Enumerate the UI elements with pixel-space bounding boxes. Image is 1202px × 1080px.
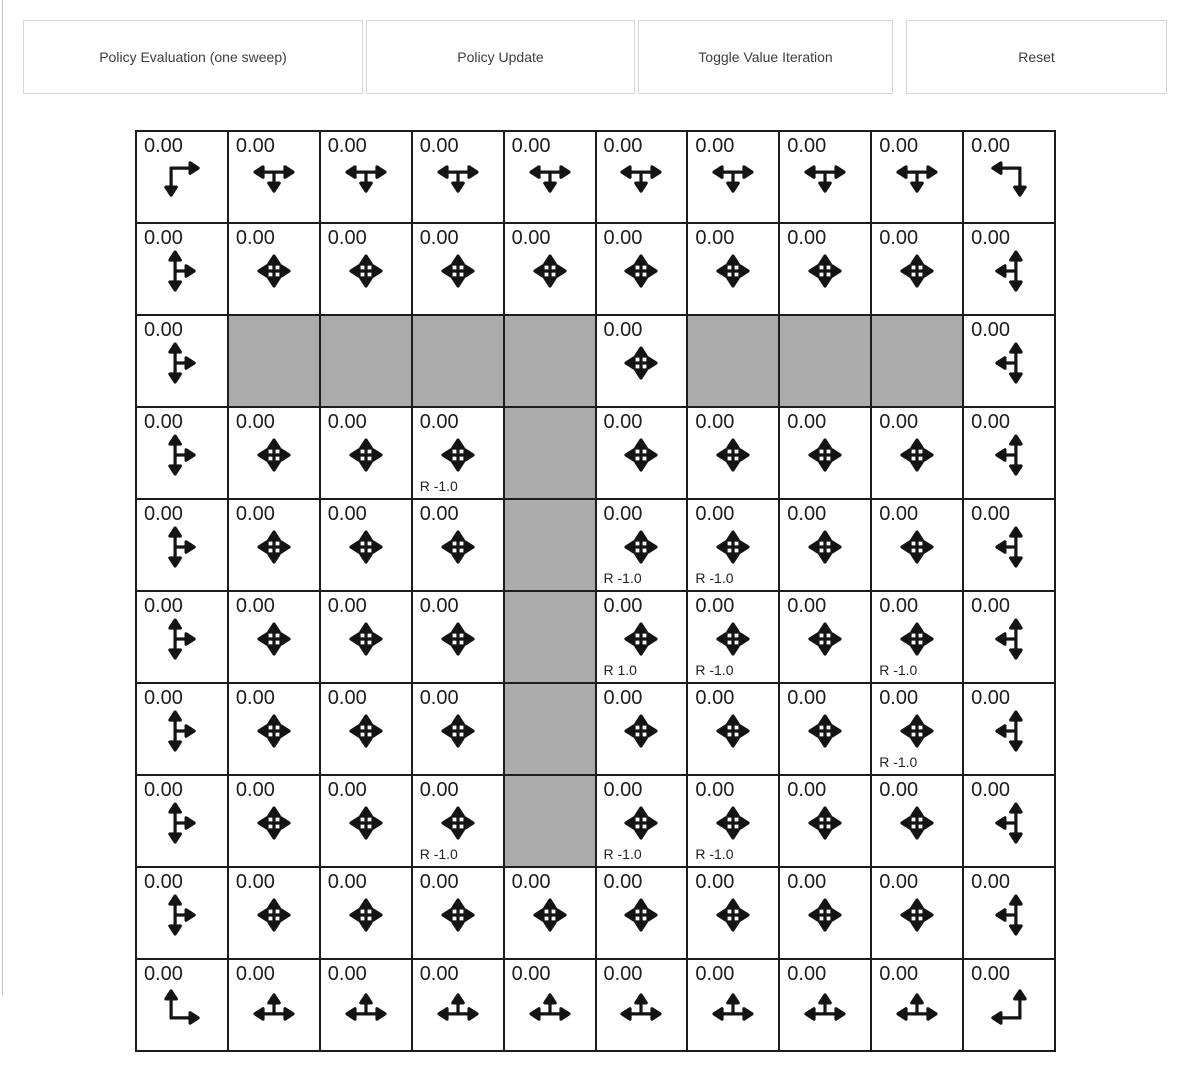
cell-value: 0.00 <box>327 227 367 249</box>
policy-arrows-icon <box>705 979 761 1035</box>
grid-cell[interactable] <box>688 684 778 774</box>
cell-value: 0.00 <box>603 595 643 617</box>
policy-update-button[interactable]: Policy Update <box>366 20 635 94</box>
policy-arrows-icon <box>705 703 761 759</box>
cell-value: 0.00 <box>419 503 459 525</box>
wall-cell[interactable] <box>505 408 595 498</box>
cell-value: 0.00 <box>511 227 551 249</box>
cell-value: 0.00 <box>144 227 183 249</box>
grid-cell[interactable] <box>597 960 687 1050</box>
grid-cell[interactable] <box>964 316 1054 406</box>
wall-cell[interactable] <box>505 316 595 406</box>
grid-cell[interactable] <box>229 408 319 498</box>
grid-cell[interactable] <box>137 960 227 1050</box>
grid-cell[interactable] <box>964 684 1054 774</box>
grid-cell[interactable] <box>137 132 227 222</box>
grid-cell[interactable] <box>964 592 1054 682</box>
cell-value: 0.00 <box>971 227 1011 249</box>
grid-cell[interactable] <box>413 592 503 682</box>
policy-evaluation-button[interactable]: Policy Evaluation (one sweep) <box>23 20 363 94</box>
reset-button[interactable]: Reset <box>906 20 1167 94</box>
policy-arrows-icon <box>981 335 1037 391</box>
grid-cell[interactable] <box>872 408 962 498</box>
policy-arrows-icon <box>797 795 853 851</box>
policy-arrows-icon <box>797 887 853 943</box>
cell-value: 0.00 <box>603 871 643 893</box>
cell-value: 0.00 <box>879 503 919 525</box>
grid-cell[interactable] <box>137 684 227 774</box>
grid-cell[interactable] <box>137 776 227 866</box>
cell-value: 0.00 <box>419 963 459 985</box>
cell-value: 0.00 <box>787 687 827 709</box>
policy-arrows-icon <box>613 887 669 943</box>
wall-cell[interactable] <box>505 684 595 774</box>
cell-value: 0.00 <box>879 871 919 893</box>
cell-value: 0.00 <box>787 411 827 433</box>
grid-cell[interactable] <box>321 776 411 866</box>
grid-cell[interactable] <box>229 592 319 682</box>
policy-arrows-icon <box>613 151 669 207</box>
wall-cell[interactable] <box>872 316 962 406</box>
cell-value: 0.00 <box>419 411 459 433</box>
policy-arrows-icon <box>430 427 486 483</box>
policy-arrows-icon <box>430 979 486 1035</box>
wall-cell[interactable] <box>229 316 319 406</box>
policy-arrows-icon <box>154 887 210 943</box>
grid-cell[interactable] <box>780 408 870 498</box>
cell-value: 0.00 <box>235 871 275 893</box>
grid-cell[interactable] <box>688 592 778 682</box>
grid-cell[interactable] <box>780 592 870 682</box>
grid-cell[interactable] <box>688 500 778 590</box>
grid-cell[interactable] <box>505 132 595 222</box>
cell-value: 0.00 <box>144 135 183 157</box>
grid-cell[interactable] <box>688 408 778 498</box>
grid-cell[interactable] <box>413 500 503 590</box>
grid-cell[interactable] <box>688 776 778 866</box>
grid-cell[interactable] <box>780 868 870 958</box>
grid-cell[interactable] <box>321 500 411 590</box>
policy-arrows-icon <box>430 795 486 851</box>
cell-reward: R -1.0 <box>695 662 734 678</box>
grid-cell[interactable] <box>780 776 870 866</box>
cell-value: 0.00 <box>879 687 919 709</box>
policy-arrows-icon <box>981 243 1037 299</box>
cell-value: 0.00 <box>971 687 1011 709</box>
grid-cell[interactable] <box>229 776 319 866</box>
policy-arrows-icon <box>705 611 761 667</box>
grid-cell[interactable] <box>872 868 962 958</box>
cell-value: 0.00 <box>971 503 1011 525</box>
cell-value: 0.00 <box>419 687 459 709</box>
policy-arrows-icon <box>246 795 302 851</box>
cell-value: 0.00 <box>695 779 735 801</box>
cell-value: 0.00 <box>787 595 827 617</box>
grid-cell[interactable] <box>505 224 595 314</box>
grid-cell[interactable] <box>321 224 411 314</box>
grid-cell[interactable] <box>321 408 411 498</box>
cell-value: 0.00 <box>879 963 919 985</box>
cell-value: 0.00 <box>695 595 735 617</box>
cell-value: 0.00 <box>327 135 367 157</box>
grid-cell[interactable] <box>229 960 319 1050</box>
cell-value: 0.00 <box>787 135 827 157</box>
grid-cell[interactable] <box>872 132 962 222</box>
grid-cell[interactable] <box>872 224 962 314</box>
cell-value: 0.00 <box>695 963 735 985</box>
cell-value: 0.00 <box>787 963 827 985</box>
grid-cell[interactable] <box>229 684 319 774</box>
grid-cell[interactable] <box>413 224 503 314</box>
cell-value: 0.00 <box>144 411 183 433</box>
grid-cell[interactable] <box>413 132 503 222</box>
cell-value: 0.00 <box>603 135 643 157</box>
grid-cell[interactable] <box>137 224 227 314</box>
cell-reward: R -1.0 <box>603 570 642 586</box>
wall-cell[interactable] <box>780 316 870 406</box>
grid-cell[interactable] <box>597 776 687 866</box>
policy-arrows-icon <box>981 703 1037 759</box>
grid-cell[interactable] <box>597 684 687 774</box>
cell-reward: R -1.0 <box>695 570 734 586</box>
policy-arrows-icon <box>430 519 486 575</box>
cell-reward: R -1.0 <box>603 846 642 862</box>
cell-value: 0.00 <box>419 779 459 801</box>
policy-arrows-icon <box>154 795 210 851</box>
policy-arrows-icon <box>430 887 486 943</box>
policy-arrows-icon <box>154 427 210 483</box>
cell-value: 0.00 <box>787 503 827 525</box>
cell-value: 0.00 <box>879 227 919 249</box>
grid-cell[interactable] <box>872 500 962 590</box>
wall-cell[interactable] <box>688 316 778 406</box>
policy-arrows-icon <box>705 243 761 299</box>
policy-arrows-icon <box>797 151 853 207</box>
cell-value: 0.00 <box>419 135 459 157</box>
policy-arrows-icon <box>338 611 394 667</box>
policy-arrows-icon <box>246 151 302 207</box>
cell-value: 0.00 <box>235 687 275 709</box>
grid-cell[interactable] <box>137 316 227 406</box>
grid-cell[interactable] <box>780 960 870 1050</box>
cell-reward: R -1.0 <box>419 846 458 862</box>
wall-cell[interactable] <box>505 500 595 590</box>
policy-arrows-icon <box>705 887 761 943</box>
grid-cell[interactable] <box>505 960 595 1050</box>
policy-arrows-icon <box>338 151 394 207</box>
policy-arrows-icon <box>246 703 302 759</box>
cell-value: 0.00 <box>235 595 275 617</box>
grid-cell[interactable] <box>872 960 962 1050</box>
grid-cell[interactable] <box>688 868 778 958</box>
policy-arrows-icon <box>154 703 210 759</box>
policy-arrows-icon <box>430 611 486 667</box>
cell-value: 0.00 <box>695 227 735 249</box>
grid-cell[interactable] <box>964 132 1054 222</box>
policy-arrows-icon <box>154 611 210 667</box>
policy-arrows-icon <box>981 887 1037 943</box>
grid-cell[interactable] <box>413 868 503 958</box>
policy-arrows-icon <box>889 519 945 575</box>
policy-arrows-icon <box>338 979 394 1035</box>
cell-value: 0.00 <box>971 963 1011 985</box>
policy-arrows-icon <box>889 151 945 207</box>
policy-arrows-icon <box>246 519 302 575</box>
policy-arrows-icon <box>338 703 394 759</box>
cell-value: 0.00 <box>327 963 367 985</box>
grid-cell[interactable] <box>597 408 687 498</box>
policy-arrows-icon <box>889 979 945 1035</box>
policy-arrows-icon <box>889 795 945 851</box>
policy-arrows-icon <box>613 335 669 391</box>
grid-cell[interactable] <box>964 868 1054 958</box>
grid-cell[interactable] <box>229 500 319 590</box>
cell-value: 0.00 <box>327 687 367 709</box>
policy-arrows-icon <box>154 979 210 1035</box>
wall-cell[interactable] <box>413 316 503 406</box>
cell-value: 0.00 <box>695 687 735 709</box>
cell-value: 0.00 <box>144 687 183 709</box>
grid-cell[interactable] <box>688 960 778 1050</box>
policy-arrows-icon <box>613 703 669 759</box>
policy-arrows-icon <box>246 611 302 667</box>
cell-reward: R -1.0 <box>879 662 918 678</box>
cell-value: 0.00 <box>603 319 643 341</box>
policy-arrows-icon <box>338 427 394 483</box>
cell-value: 0.00 <box>603 687 643 709</box>
toggle-value-iteration-button[interactable]: Toggle Value Iteration <box>638 20 893 94</box>
grid-cell[interactable] <box>780 132 870 222</box>
grid-cell[interactable] <box>321 684 411 774</box>
cell-value: 0.00 <box>235 503 275 525</box>
cell-value: 0.00 <box>144 871 183 893</box>
cell-value: 0.00 <box>144 319 183 341</box>
policy-arrows-icon <box>613 979 669 1035</box>
policy-arrows-icon <box>797 243 853 299</box>
policy-arrows-icon <box>797 519 853 575</box>
cell-value: 0.00 <box>879 595 919 617</box>
cell-value: 0.00 <box>511 871 551 893</box>
grid-cell[interactable] <box>137 592 227 682</box>
grid-cell[interactable] <box>413 960 503 1050</box>
cell-value: 0.00 <box>511 963 551 985</box>
policy-arrows-icon <box>889 611 945 667</box>
policy-arrows-icon <box>338 243 394 299</box>
policy-arrows-icon <box>246 887 302 943</box>
grid-cell[interactable] <box>505 868 595 958</box>
grid-cell[interactable] <box>597 500 687 590</box>
cell-value: 0.00 <box>419 595 459 617</box>
policy-arrows-icon <box>613 519 669 575</box>
grid-cell[interactable] <box>321 592 411 682</box>
policy-arrows-icon <box>889 427 945 483</box>
cell-value: 0.00 <box>695 871 735 893</box>
grid-cell[interactable] <box>137 500 227 590</box>
policy-arrows-icon <box>246 427 302 483</box>
policy-arrows-icon <box>889 243 945 299</box>
policy-arrows-icon <box>981 795 1037 851</box>
grid-cell[interactable] <box>964 960 1054 1050</box>
policy-arrows-icon <box>430 703 486 759</box>
policy-arrows-icon <box>522 243 578 299</box>
grid-cell[interactable] <box>137 868 227 958</box>
policy-arrows-icon <box>889 703 945 759</box>
policy-arrows-icon <box>613 427 669 483</box>
cell-value: 0.00 <box>971 411 1011 433</box>
policy-arrows-icon <box>430 243 486 299</box>
cell-value: 0.00 <box>603 963 643 985</box>
grid-cell[interactable] <box>321 868 411 958</box>
policy-arrows-icon <box>613 795 669 851</box>
grid-cell[interactable] <box>964 224 1054 314</box>
policy-arrows-icon <box>338 519 394 575</box>
policy-arrows-icon <box>981 979 1037 1035</box>
policy-arrows-icon <box>797 427 853 483</box>
wall-cell[interactable] <box>505 592 595 682</box>
grid-cell[interactable] <box>688 224 778 314</box>
cell-value: 0.00 <box>971 779 1011 801</box>
grid-cell[interactable] <box>321 132 411 222</box>
grid-cell[interactable] <box>872 684 962 774</box>
cell-value: 0.00 <box>327 779 367 801</box>
policy-arrows-icon <box>154 519 210 575</box>
policy-arrows-icon <box>246 243 302 299</box>
policy-arrows-icon <box>981 427 1037 483</box>
grid-cell[interactable] <box>229 868 319 958</box>
policy-arrows-icon <box>613 243 669 299</box>
policy-arrows-icon <box>705 795 761 851</box>
cell-reward: R -1.0 <box>695 846 734 862</box>
grid-cell[interactable] <box>597 868 687 958</box>
grid-cell[interactable] <box>597 592 687 682</box>
grid-cell[interactable] <box>413 408 503 498</box>
policy-arrows-icon <box>154 243 210 299</box>
wall-cell[interactable] <box>321 316 411 406</box>
cell-value: 0.00 <box>235 227 275 249</box>
grid-cell[interactable] <box>780 684 870 774</box>
cell-value: 0.00 <box>327 503 367 525</box>
cell-reward: R 1.0 <box>603 662 637 678</box>
cell-value: 0.00 <box>879 779 919 801</box>
cell-value: 0.00 <box>511 135 551 157</box>
cell-value: 0.00 <box>144 595 183 617</box>
policy-arrows-icon <box>522 887 578 943</box>
grid-cell[interactable] <box>964 408 1054 498</box>
policy-arrows-icon <box>981 519 1037 575</box>
gridworld <box>135 130 1056 1052</box>
policy-arrows-icon <box>797 979 853 1035</box>
policy-arrows-icon <box>338 887 394 943</box>
cell-value: 0.00 <box>603 779 643 801</box>
cell-value: 0.00 <box>327 411 367 433</box>
grid-cell[interactable] <box>321 960 411 1050</box>
cell-value: 0.00 <box>235 963 275 985</box>
wall-cell[interactable] <box>505 776 595 866</box>
grid-cell[interactable] <box>780 500 870 590</box>
cell-value: 0.00 <box>327 871 367 893</box>
cell-value: 0.00 <box>235 135 275 157</box>
window-edge-line <box>2 0 3 995</box>
cell-value: 0.00 <box>971 871 1011 893</box>
grid-cell[interactable] <box>688 132 778 222</box>
cell-value: 0.00 <box>971 595 1011 617</box>
policy-arrows-icon <box>889 887 945 943</box>
cell-reward: R -1.0 <box>879 754 918 770</box>
cell-value: 0.00 <box>235 779 275 801</box>
cell-value: 0.00 <box>419 227 459 249</box>
policy-arrows-icon <box>705 427 761 483</box>
policy-arrows-icon <box>705 151 761 207</box>
policy-arrows-icon <box>338 795 394 851</box>
cell-value: 0.00 <box>235 411 275 433</box>
grid-cell[interactable] <box>872 776 962 866</box>
policy-arrows-icon <box>522 151 578 207</box>
cell-value: 0.00 <box>603 503 643 525</box>
grid-cell[interactable] <box>597 224 687 314</box>
grid-cell[interactable] <box>597 316 687 406</box>
toolbar <box>0 0 1202 110</box>
grid-cell[interactable] <box>413 684 503 774</box>
grid-cell[interactable] <box>413 776 503 866</box>
policy-arrows-icon <box>154 335 210 391</box>
cell-value: 0.00 <box>144 963 183 985</box>
grid-cell[interactable] <box>964 776 1054 866</box>
grid-cell[interactable] <box>780 224 870 314</box>
policy-arrows-icon <box>981 611 1037 667</box>
cell-value: 0.00 <box>695 503 735 525</box>
policy-arrows-icon <box>613 611 669 667</box>
policy-arrows-icon <box>797 703 853 759</box>
grid-cell[interactable] <box>964 500 1054 590</box>
policy-arrows-icon <box>246 979 302 1035</box>
cell-value: 0.00 <box>787 227 827 249</box>
cell-reward: R -1.0 <box>419 478 458 494</box>
grid-cell[interactable] <box>597 132 687 222</box>
policy-arrows-icon <box>981 151 1037 207</box>
cell-value: 0.00 <box>144 503 183 525</box>
grid-cell[interactable] <box>872 592 962 682</box>
policy-arrows-icon <box>797 611 853 667</box>
policy-arrows-icon <box>154 151 210 207</box>
grid-cell[interactable] <box>229 224 319 314</box>
policy-arrows-icon <box>430 151 486 207</box>
cell-value: 0.00 <box>787 871 827 893</box>
cell-value: 0.00 <box>603 411 643 433</box>
policy-arrows-icon <box>705 519 761 575</box>
grid-cell[interactable] <box>137 408 227 498</box>
cell-value: 0.00 <box>419 871 459 893</box>
cell-value: 0.00 <box>879 411 919 433</box>
cell-value: 0.00 <box>971 319 1011 341</box>
cell-value: 0.00 <box>695 135 735 157</box>
grid-cell[interactable] <box>229 132 319 222</box>
cell-value: 0.00 <box>695 411 735 433</box>
cell-value: 0.00 <box>879 135 919 157</box>
cell-value: 0.00 <box>327 595 367 617</box>
policy-arrows-icon <box>522 979 578 1035</box>
cell-value: 0.00 <box>787 779 827 801</box>
cell-value: 0.00 <box>144 779 183 801</box>
cell-value: 0.00 <box>603 227 643 249</box>
cell-value: 0.00 <box>971 135 1011 157</box>
